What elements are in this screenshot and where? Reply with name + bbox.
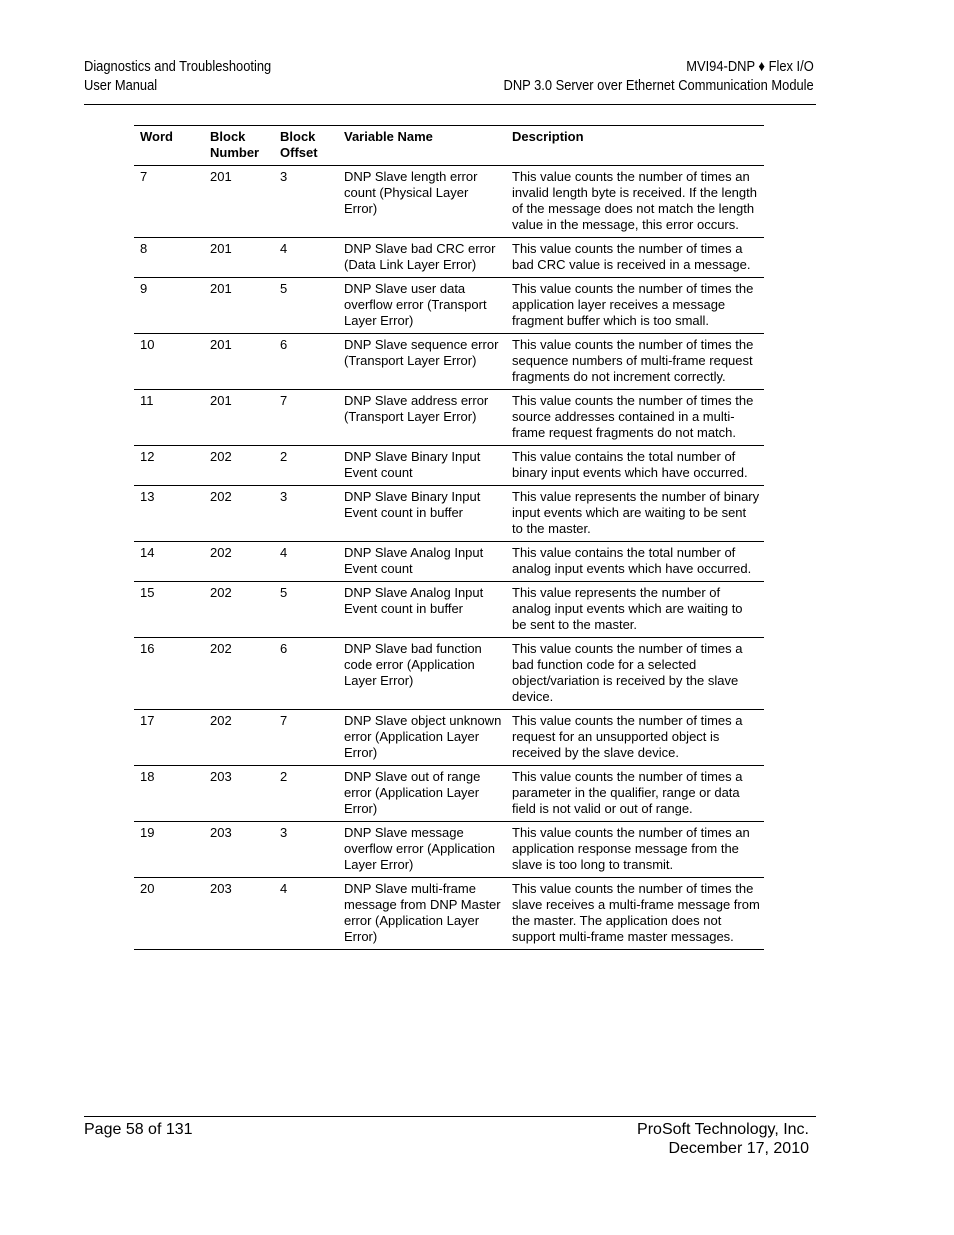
document-type: User Manual [84, 77, 158, 94]
cell-word: 13 [140, 489, 155, 504]
cell-variable-name: DNP Slave Binary Input Event count in buffer [344, 489, 481, 520]
page-footer-right [637, 1120, 809, 1158]
cell-block-offset: 7 [280, 713, 288, 728]
page-header-right [504, 57, 814, 95]
column-header-description: Description [512, 129, 584, 144]
table-row [134, 334, 764, 390]
cell-variable-name: DNP Slave Analog Input Event count in buffer [344, 585, 484, 616]
cell-block-number: 202 [210, 545, 232, 560]
diagnostics-table [134, 125, 764, 950]
cell-block-offset: 4 [280, 545, 288, 560]
table-row [134, 542, 764, 582]
cell-variable-name: DNP Slave address error (Transport Layer Error) [344, 393, 489, 424]
cell-description: This value counts the number of times the slave receives a multi-frame message from the master. The application does not support multi-frame master messages. [512, 881, 760, 944]
table-row [134, 446, 764, 486]
cell-word: 18 [140, 769, 155, 784]
cell-block-number: 201 [210, 281, 232, 296]
cell-block-number: 202 [210, 713, 232, 728]
table-row [134, 638, 764, 710]
cell-block-offset: 2 [280, 769, 288, 784]
cell-description: This value represents the number of binary input events which are waiting to be sent to the master. [512, 489, 760, 536]
cell-block-number: 201 [210, 393, 232, 408]
cell-description: This value counts the number of times a request for an unsupported object is received by the slave device. [512, 713, 743, 760]
cell-variable-name: DNP Slave bad CRC error (Data Link Layer Error) [344, 241, 496, 272]
cell-block-offset: 6 [280, 337, 288, 352]
cell-word: 8 [140, 241, 148, 256]
cell-variable-name: DNP Slave message overflow error (Application Layer Error) [344, 825, 496, 872]
cell-block-number: 202 [210, 489, 232, 504]
product-name: MVI94-DNP ♦ Flex I/O [686, 58, 814, 75]
table-row [134, 582, 764, 638]
cell-block-number: 201 [210, 241, 232, 256]
footer-divider [84, 1116, 816, 1117]
cell-word: 16 [140, 641, 155, 656]
table-row [134, 766, 764, 822]
cell-variable-name: DNP Slave multi-frame message from DNP Master error (Application Layer Error) [344, 881, 501, 944]
table-header-row [134, 126, 764, 166]
table-body [134, 166, 764, 950]
publication-date: December 17, 2010 [668, 1140, 809, 1157]
cell-block-offset: 4 [280, 881, 288, 896]
cell-block-number: 201 [210, 337, 232, 352]
table-row [134, 878, 764, 950]
cell-word: 7 [140, 169, 148, 184]
cell-variable-name: DNP Slave length error count (Physical Layer Error) [344, 169, 478, 216]
cell-word: 9 [140, 281, 148, 296]
cell-variable-name: DNP Slave out of range error (Application Layer Error) [344, 769, 481, 816]
cell-block-offset: 4 [280, 241, 288, 256]
cell-block-offset: 3 [280, 825, 288, 840]
table-row [134, 486, 764, 542]
cell-block-offset: 6 [280, 641, 288, 656]
cell-description: This value represents the number of analog input events which are waiting to be sent to the master. [512, 585, 743, 632]
column-header-variable-name: Variable Name [344, 129, 433, 144]
cell-variable-name: DNP Slave Analog Input Event count [344, 545, 484, 576]
cell-word: 20 [140, 881, 155, 896]
cell-block-number: 203 [210, 825, 232, 840]
cell-variable-name: DNP Slave user data overflow error (Transport Layer Error) [344, 281, 487, 328]
column-header-word: Word [140, 129, 173, 144]
cell-description: This value counts the number of times an application response message from the slave is too long to transmit. [512, 825, 750, 872]
page-number: Page 58 of 131 [84, 1121, 193, 1138]
cell-block-offset: 7 [280, 393, 288, 408]
cell-block-offset: 5 [280, 281, 288, 296]
cell-description: This value counts the number of times a bad CRC value is received in a message. [512, 241, 751, 272]
cell-description: This value counts the number of times a parameter in the qualifier, range or data field is not valid or out of range. [512, 769, 743, 816]
table-row [134, 238, 764, 278]
cell-variable-name: DNP Slave bad function code error (Application Layer Error) [344, 641, 482, 688]
cell-block-number: 201 [210, 169, 232, 184]
cell-description: This value counts the number of times a bad function code for a selected object/variation is received by the slave device. [512, 641, 743, 704]
column-header-block-number: Block Number [210, 129, 260, 160]
cell-variable-name: DNP Slave object unknown error (Application Layer Error) [344, 713, 502, 760]
cell-variable-name: DNP Slave sequence error (Transport Layer Error) [344, 337, 499, 368]
cell-variable-name: DNP Slave Binary Input Event count [344, 449, 481, 480]
cell-description: This value counts the number of times the application layer receives a message fragment buffer which is too small. [512, 281, 754, 328]
cell-block-offset: 3 [280, 169, 288, 184]
cell-description: This value contains the total number of analog input events which have occurred. [512, 545, 752, 576]
cell-block-number: 203 [210, 769, 232, 784]
cell-description: This value counts the number of times the source addresses contained in a multi-frame request fragments do not match. [512, 393, 754, 440]
cell-word: 12 [140, 449, 155, 464]
cell-block-number: 203 [210, 881, 232, 896]
column-header-block-offset: Block Offset [280, 129, 318, 160]
cell-description: This value counts the number of times the sequence numbers of multi-frame request fragments do not increment correctly. [512, 337, 754, 384]
table-row [134, 710, 764, 766]
cell-block-offset: 2 [280, 449, 288, 464]
section-title: Diagnostics and Troubleshooting [84, 58, 272, 75]
cell-block-number: 202 [210, 585, 232, 600]
table-row [134, 822, 764, 878]
company-name: ProSoft Technology, Inc. [637, 1121, 809, 1138]
cell-block-offset: 3 [280, 489, 288, 504]
table-row [134, 390, 764, 446]
cell-word: 19 [140, 825, 155, 840]
cell-word: 15 [140, 585, 155, 600]
cell-word: 11 [140, 393, 154, 408]
page-header-left [84, 57, 271, 95]
header-divider [84, 104, 816, 105]
cell-description: This value contains the total number of binary input events which have occurred. [512, 449, 748, 480]
cell-word: 14 [140, 545, 155, 560]
cell-block-number: 202 [210, 449, 232, 464]
cell-block-number: 202 [210, 641, 232, 656]
table-row [134, 278, 764, 334]
cell-block-offset: 5 [280, 585, 288, 600]
table-row [134, 166, 764, 238]
cell-description: This value counts the number of times an invalid length byte is received. If the length of the message does not match the length value in the message, this error occurs. [512, 169, 757, 232]
product-description: DNP 3.0 Server over Ethernet Communication Module [503, 77, 814, 94]
cell-word: 17 [140, 713, 155, 728]
cell-word: 10 [140, 337, 155, 352]
